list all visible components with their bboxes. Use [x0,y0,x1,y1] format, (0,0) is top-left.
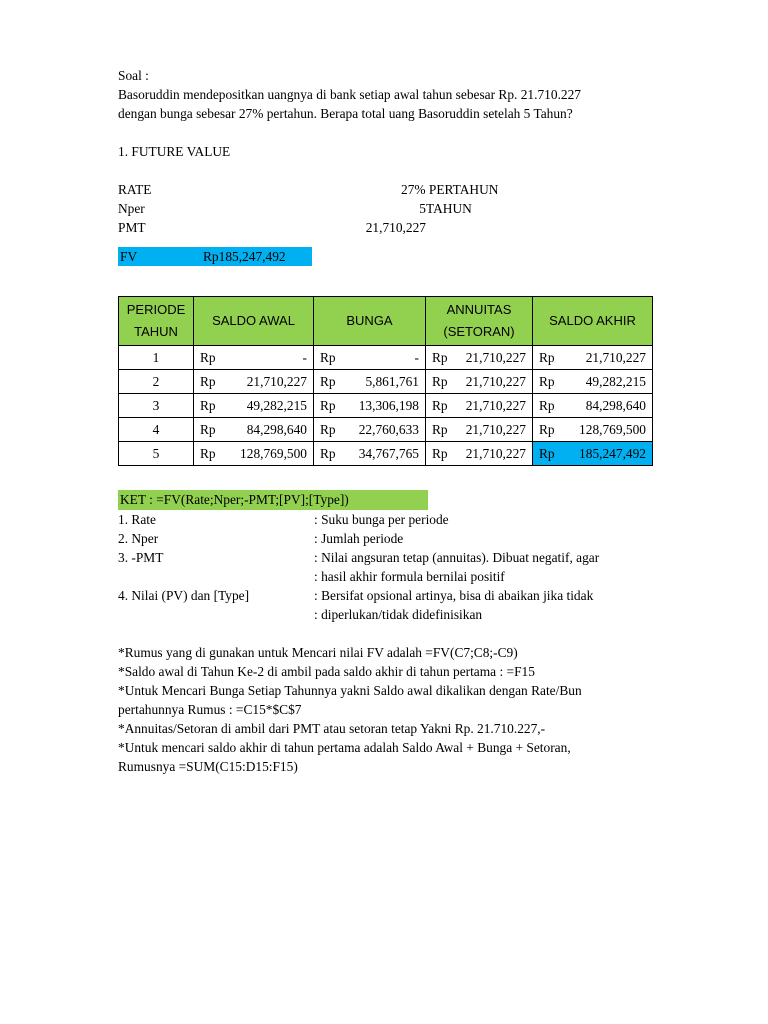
currency-label: Rp [432,421,448,437]
cell-saldo-awal [194,418,314,442]
param-pmt [118,218,678,237]
note-line: *Untuk mencari saldo akhir di tahun pertama adalah Saldo Awal + Bunga + Setoran, [118,740,571,755]
param-rate [118,180,678,199]
keterangan [118,490,678,624]
header-annuitas-line1: ANNUITAS [446,302,512,317]
currency-label: Rp [200,445,216,461]
currency-label: Rp [539,349,555,365]
cell-saldo-awal [194,394,314,418]
cell-bunga [314,394,426,418]
currency-label: Rp [432,349,448,365]
ket-item [118,510,678,529]
ket-term: 3. -PMT [118,550,164,565]
header-periode [119,297,194,346]
table-row [119,442,653,466]
value: 128,769,500 [240,445,307,461]
table-row [119,418,653,442]
header-saldo-akhir: SALDO AKHIR [533,297,653,346]
table-row [119,346,653,370]
header-periode-line1: PERIODE [126,302,186,317]
cell-saldo-akhir-final [533,442,653,466]
cell-periode: 3 [119,394,194,418]
currency-label: Rp [320,421,336,437]
value: 21,710,227 [465,373,526,389]
note-line: *Untuk Mencari Bunga Setiap Tahunnya yakni Saldo awal dikalikan dengan Rate/Bun [118,683,582,698]
cell-saldo-awal [194,442,314,466]
ket-term: 4. Nilai (PV) dan [Type] [118,588,250,603]
currency-label: Rp [539,421,555,437]
currency-label: Rp [432,373,448,389]
currency-label: Rp [539,373,555,389]
question-line-1: Basoruddin mendepositkan uangnya di bank setiap awal tahun sebesar Rp. 21.710.227 [118,87,581,102]
value: 21,710,227 [465,397,526,413]
note-line: *Annuitas/Setoran di ambil dari PMT atau setoran tetap Yakni Rp. 21.710.227,- [118,721,546,736]
cell-periode: 4 [119,418,194,442]
value: 21,710,227 [246,373,307,389]
cell-periode: 5 [119,442,194,466]
header-periode-line2: TAHUN [134,324,178,339]
cell-periode: 1 [119,346,194,370]
ket-desc: : hasil akhir formula bernilai positif [314,569,505,584]
cell-bunga [314,418,426,442]
fv-value: Rp185,247,492 [203,249,286,264]
value: 128,769,500 [579,421,646,437]
currency-label: Rp [320,397,336,413]
ket-item [118,548,678,567]
value: 49,282,215 [585,373,646,389]
header-annuitas-line2: (SETORAN) [443,324,515,339]
ket-item [118,567,678,586]
ket-term: 1. Rate [118,512,156,527]
cell-annuitas [426,442,533,466]
value: - [414,349,419,365]
note-line: pertahunnya Rumus : =C15*$C$7 [118,702,302,717]
value: 21,710,227 [585,349,646,365]
currency-label: Rp [200,373,216,389]
value: 5,861,761 [365,373,419,389]
value: 34,767,765 [358,445,419,461]
currency-label: Rp [432,397,448,413]
value: 84,298,640 [246,421,307,437]
value: 84,298,640 [585,397,646,413]
header-bunga: BUNGA [314,297,426,346]
header-saldo-awal: SALDO AWAL [194,297,314,346]
cell-annuitas [426,370,533,394]
currency-label: Rp [320,373,336,389]
pmt-value: 21,710,227 [365,220,426,235]
ket-item [118,586,678,605]
cell-saldo-akhir [533,370,653,394]
currency-label: Rp [200,397,216,413]
currency-label: Rp [320,445,336,461]
note-line: Rumusnya =SUM(C15:D15:F15) [118,759,298,774]
value: 21,710,227 [465,421,526,437]
table-row [119,370,653,394]
ket-term: 2. Nper [118,531,159,546]
pmt-label: PMT [118,220,146,235]
value: 13,306,198 [358,397,419,413]
currency-label: Rp [539,445,555,461]
ket-desc: : Jumlah periode [314,531,404,546]
rate-value: 27% PERTAHUN [401,182,499,197]
document-body [118,66,678,266]
ket-desc: : Bersifat opsional artinya, bisa di abaikan jika tidak [314,588,594,603]
ket-desc: : Nilai angsuran tetap (annuitas). Dibuat negatif, agar [314,550,600,565]
section-title: 1. FUTURE VALUE [118,144,231,159]
parameters [118,180,678,237]
value: 21,710,227 [465,445,526,461]
fv-label: FV [120,249,138,264]
rate-label: RATE [118,182,152,197]
value: - [302,349,307,365]
annuity-table [118,296,653,466]
value: 22,760,633 [358,421,419,437]
ket-formula: KET : =FV(Rate;Nper;-PMT;[PV];[Type]) [118,490,428,510]
cell-saldo-awal [194,346,314,370]
currency-label: Rp [320,349,336,365]
ket-desc: : Suku bunga per periode [314,512,449,527]
header-annuitas [426,297,533,346]
cell-bunga [314,346,426,370]
notes [118,643,678,776]
cell-saldo-akhir [533,418,653,442]
nper-value: 5 [419,201,426,216]
value: 21,710,227 [465,349,526,365]
value: 49,282,215 [246,397,307,413]
soal-label: Soal : [118,68,149,83]
param-nper [118,199,678,218]
cell-annuitas [426,394,533,418]
currency-label: Rp [200,421,216,437]
question-line-2: dengan bunga sebesar 27% pertahun. Berapa total uang Basoruddin setelah 5 Tahun? [118,106,573,121]
currency-label: Rp [200,349,216,365]
nper-unit: TAHUN [426,201,472,216]
table-row [119,394,653,418]
cell-annuitas [426,346,533,370]
currency-label: Rp [539,397,555,413]
value: 185,247,492 [579,445,646,461]
cell-bunga [314,370,426,394]
cell-saldo-akhir [533,394,653,418]
cell-annuitas [426,418,533,442]
cell-saldo-awal [194,370,314,394]
note-line: *Rumus yang di gunakan untuk Mencari nilai FV adalah =FV(C7;C8;-C9) [118,645,518,660]
currency-label: Rp [432,445,448,461]
cell-saldo-akhir [533,346,653,370]
nper-label: Nper [118,201,145,216]
ket-item [118,529,678,548]
note-line: *Saldo awal di Tahun Ke-2 di ambil pada saldo akhir di tahun pertama : =F15 [118,664,535,679]
ket-item [118,605,678,624]
fv-result [118,247,312,266]
table-header-row [119,297,653,346]
ket-desc: : diperlukan/tidak didefinisikan [314,607,483,622]
cell-periode: 2 [119,370,194,394]
cell-bunga [314,442,426,466]
